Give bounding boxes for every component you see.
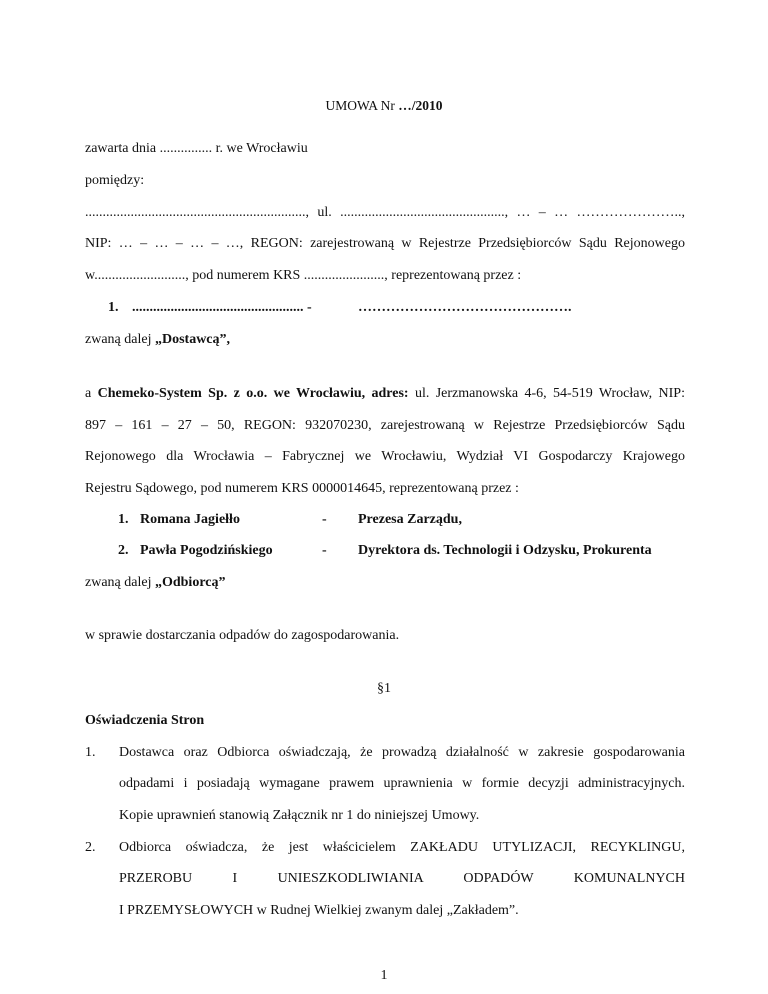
s1-item-2-line-1: Odbiorca oświadcza, że jest właścicielem ZAKŁADU UTYLIZACJI, RECYKLINGU, bbox=[119, 840, 685, 855]
contract-title bbox=[0, 98, 768, 114]
receiver-prefix: a bbox=[85, 386, 92, 401]
title-prefix: UMOWA Nr bbox=[325, 98, 395, 113]
receiver-rep-1-name: Romana Jagiełło bbox=[140, 512, 240, 527]
s1-item-1-line-3: Kopie uprawnień stanowią Załącznik nr 1 do niniejszej Umowy. bbox=[119, 808, 480, 823]
supplier-rep-name: ................................................. - bbox=[132, 300, 312, 315]
receiver-rep-1-role: Prezesa Zarządu, bbox=[358, 512, 462, 527]
receiver-line-4: Rejestru Sądowego, pod numerem KRS 0000014645, reprezentowaną przez : bbox=[85, 481, 519, 496]
receiver-rep-2-name: Pawła Pogodzińskiego bbox=[140, 543, 273, 558]
s1-item-1-line-1: Dostawca oraz Odbiorca oświadczają, że prowadzą działalność w zakresie gospodarowania bbox=[119, 745, 685, 760]
receiver-rep-2-dash: - bbox=[322, 543, 327, 558]
supplier-line-3: w.........................., pod numerem KRS ......................., reprezentowaną przez : bbox=[85, 268, 522, 283]
receiver-line-1 bbox=[85, 386, 685, 402]
called-prefix: zwaną dalej bbox=[85, 575, 152, 590]
s1-item-2-line-2: PRZEROBU I UNIESZKODLIWIANIA ODPADÓW KOMUNALNYCH bbox=[119, 871, 685, 886]
s1-item-1-line-2: odpadami i posiadają wymagane prawem uprawnienia w formie decyzji administracyjnych. bbox=[119, 776, 685, 791]
receiver-rep-2-role: Dyrektora ds. Technologii i Odzysku, Prokurenta bbox=[358, 543, 652, 558]
s1-item-2-line-3: I PRZEMYSŁOWYCH w Rudnej Wielkiej zwanym dalej „Zakładem”. bbox=[119, 903, 519, 918]
receiver-rep-1-number: 1. bbox=[118, 512, 129, 527]
section-1-heading: Oświadczenia Stron bbox=[85, 713, 205, 728]
receiver-address: ul. Jerzmanowska 4-6, 54-519 Wrocław, NIP: bbox=[414, 386, 685, 401]
supplier-line-2: NIP: … – … – … – …, REGON: zarejestrowaną w Rejestrze Przedsiębiorców Sądu Rejonowego bbox=[85, 236, 685, 251]
receiver-company: Chemeko-System Sp. z o.o. we Wrocławiu, adres: bbox=[97, 386, 409, 401]
s1-item-2-number: 2. bbox=[85, 840, 96, 855]
supplier-line-1: ..............................................................., ul. ..............................................., … – … ………………….., bbox=[85, 205, 685, 220]
section-1-mark: §1 bbox=[377, 681, 391, 696]
contract-number: …/2010 bbox=[398, 98, 443, 113]
supplier-called-line bbox=[85, 332, 230, 348]
supplier-rep-number: 1. bbox=[108, 300, 119, 315]
between-label: pomiędzy: bbox=[85, 173, 145, 188]
receiver-called-line bbox=[85, 575, 226, 591]
date-line: zawarta dnia ............... r. we Wrocławiu bbox=[85, 141, 308, 156]
called-prefix: zwaną dalej bbox=[85, 332, 152, 347]
receiver-rep-2-number: 2. bbox=[118, 543, 129, 558]
receiver-rep-1-dash: - bbox=[322, 512, 327, 527]
receiver-line-3: Rejonowego dla Wrocławia – Fabrycznej we Wrocławiu, Wydział VI Gospodarczy Krajowego bbox=[85, 449, 685, 464]
supplier-alias: „Dostawcą”, bbox=[154, 332, 231, 347]
s1-item-1-number: 1. bbox=[85, 745, 96, 760]
receiver-line-2: 897 – 161 – 27 – 50, REGON: 932070230, zarejestrowaną w Rejestrze Przedsiębiorców Sądu bbox=[85, 418, 685, 433]
supplier-rep-role: ………………………………………. bbox=[358, 300, 572, 315]
contract-subject: w sprawie dostarczania odpadów do zagospodarowania. bbox=[85, 628, 400, 643]
receiver-alias: „Odbiorcą” bbox=[154, 575, 226, 590]
page-number: 1 bbox=[380, 968, 388, 983]
